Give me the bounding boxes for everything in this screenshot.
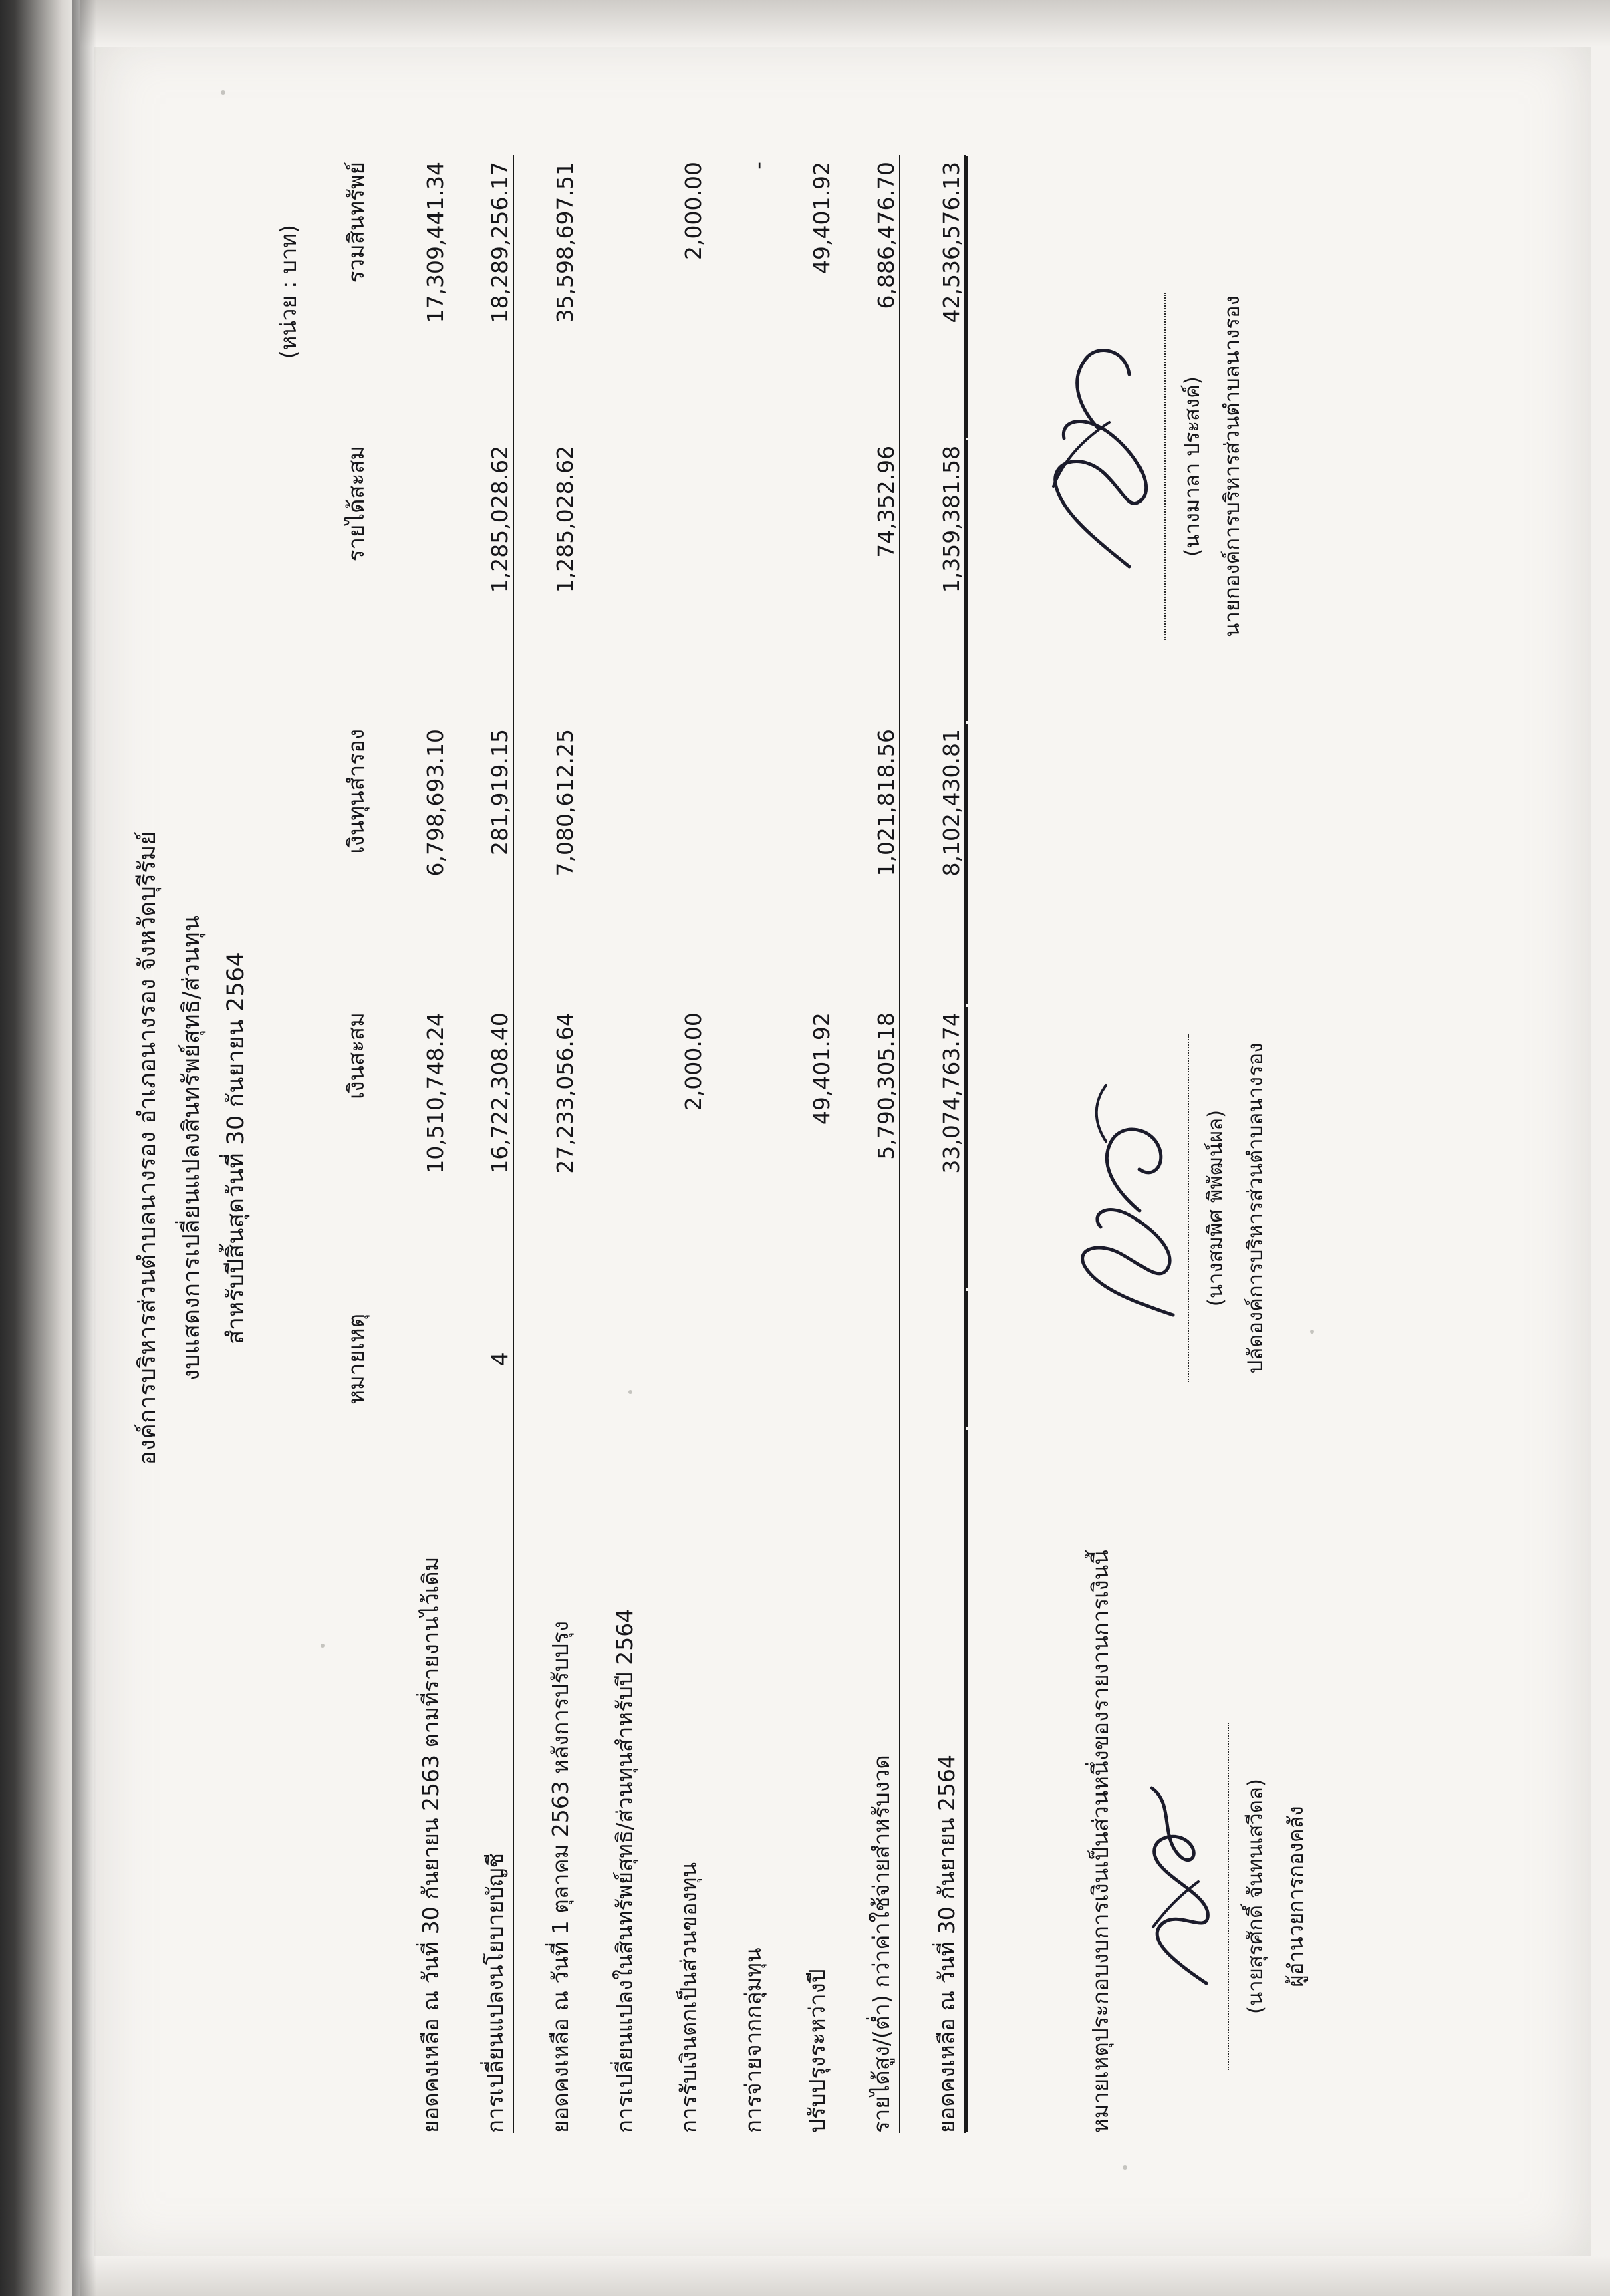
row-capital: 33,074,763.74 (900, 1006, 965, 1290)
footnote-text: หมายเหตุประกอบงบการเงินเป็นส่วนหนึ่งของรายงานการเงินนี้ (1087, 1550, 1113, 2133)
row-capital (706, 1006, 771, 1290)
row-label: ยอดคงเหลือ ณ วันที่ 30 กันยายน 2564 (900, 1429, 965, 2133)
signature-line (1226, 1723, 1229, 2070)
row-total: 35,598,697.51 (513, 155, 578, 439)
table-row (706, 155, 771, 2133)
row-other: 1,285,028.62 (513, 439, 578, 722)
row-total: 17,309,441.34 (422, 162, 448, 323)
scan-gutter-gradient (72, 0, 96, 2296)
row-reserve: 7,080,612.25 (513, 722, 578, 1006)
row-other (706, 439, 771, 722)
table-row (771, 155, 835, 2133)
row-capital: 5,790,305.18 (872, 1012, 899, 1160)
scan-speck (1310, 1330, 1314, 1334)
signature-title: นายกองค์การบริหารส่วนตำบลนางรอง (1220, 295, 1244, 637)
document-content (50, 45, 1561, 2251)
row-total (578, 155, 642, 439)
scan-speck (221, 90, 225, 95)
row-other (578, 439, 642, 722)
row-note (513, 1290, 578, 1429)
row-reserve (771, 722, 835, 1006)
row-note (771, 1290, 835, 1429)
row-note (578, 1290, 642, 1429)
signature-line (1163, 293, 1166, 640)
row-other: 1,285,028.62 (486, 445, 513, 593)
period-title: สำหรับปีสิ้นสุดวันที่ 30 กันยายน 2564 (222, 951, 249, 1345)
row-other (771, 439, 835, 722)
table-row (835, 155, 900, 2133)
row-note (384, 1290, 448, 1429)
row-label: ปรับปรุงระหว่างปี (803, 1969, 830, 2133)
signature-block-finance-director (1226, 1642, 1312, 2150)
row-total: 6,886,476.70 (872, 162, 899, 309)
row-capital (578, 1006, 642, 1290)
table-row-total (900, 155, 965, 2133)
col-header-label (319, 1429, 384, 2133)
col-header-other: รายได้สะสม (342, 445, 369, 562)
handwritten-signature-mark (1029, 319, 1163, 587)
table-header-row (319, 155, 384, 2133)
scan-speck (1123, 2165, 1127, 2170)
row-label: ยอดคงเหลือ ณ วันที่ 30 กันยายน 2563 ตามที่รายงานไว้เดิม (417, 1556, 444, 2133)
table-row (578, 155, 642, 2133)
scan-gutter (0, 0, 80, 2296)
row-other: 1,359,381.58 (900, 439, 965, 722)
scan-speck (321, 1644, 325, 1648)
signature-name: (นางมาลา ประสงค์) (1180, 376, 1204, 557)
col-header-note: หมายเหตุ (342, 1313, 369, 1405)
organization-title: องค์การบริหารส่วนตำบลนางรอง อำเภอนางรอง จังหวัดบุรีรัมย์ (134, 831, 161, 1465)
table-row (384, 155, 448, 2133)
row-capital: 16,722,308.40 (486, 1012, 513, 1174)
row-label: รายได้สูง/(ต่ำ) กว่าค่าใช้จ่ายสำหรับงวด (867, 1755, 894, 2133)
row-capital: 49,401.92 (808, 1012, 835, 1125)
row-label: การเปลี่ยนแปลงในสินทรัพย์สุทธิ/ส่วนทุนสำหรับปี 2564 (611, 1608, 638, 2133)
statement-title: งบแสดงการเปลี่ยนแปลงสินทรัพย์สุทธิ/ส่วนทุน (178, 915, 205, 1381)
table-row (642, 155, 706, 2133)
row-reserve: 6,798,693.10 (422, 729, 448, 877)
row-total: - (744, 162, 771, 170)
handwritten-signature-mark (1059, 1061, 1186, 1342)
col-header-total: รวมสินทรัพย์ (342, 162, 369, 283)
row-reserve (578, 722, 642, 1006)
row-label: การรับเงินตกเป็นส่วนของทุน (675, 1862, 702, 2133)
scan-speck (628, 1390, 632, 1394)
row-label: ยอดคงเหลือ ณ วันที่ 1 ตุลาคม 2563 หลังการปรับปรุง (513, 1429, 578, 2133)
row-total: 18,289,256.17 (486, 162, 513, 323)
row-note (835, 1290, 900, 1429)
row-reserve (642, 722, 706, 1006)
signature-block-mayor (1163, 212, 1248, 720)
scan-top-shadow (80, 0, 1610, 47)
row-note (706, 1290, 771, 1429)
row-capital: 10,510,748.24 (422, 1012, 448, 1174)
row-capital: 2,000.00 (680, 1012, 706, 1111)
row-total: 2,000.00 (680, 162, 706, 260)
row-reserve: 8,102,430.81 (900, 722, 965, 1006)
handwritten-signature-mark (1126, 1776, 1226, 1997)
row-other (384, 439, 448, 722)
scan-bottom-shadow (80, 2256, 1610, 2296)
row-other: 74,352.96 (872, 445, 899, 558)
changes-in-net-assets-table (319, 155, 966, 2133)
row-label: การเปลี่ยนแปลงนโยบายบัญชี (481, 1852, 508, 2133)
row-reserve: 281,919.15 (486, 729, 513, 855)
signature-name: (นางสมพิศ พิพัฒน์ผล) (1203, 1109, 1228, 1307)
row-capital: 27,233,056.64 (513, 1006, 578, 1290)
col-header-reserve: เงินทุนสำรอง (342, 729, 369, 854)
col-header-capital: เงินสะสม (342, 1012, 369, 1099)
row-other (642, 439, 706, 722)
table-row (448, 155, 513, 2133)
signature-name: (นายสุรศักดิ์ จันทนเสวีดล) (1243, 1779, 1268, 2014)
row-reserve (706, 722, 771, 1006)
signature-block-chief-administrator (1186, 954, 1272, 1462)
table-row (513, 155, 578, 2133)
signature-title: ปลัดองค์การบริหารส่วนตำบลนางรอง (1243, 1042, 1268, 1374)
signature-line (1186, 1034, 1189, 1382)
row-label: การจ่ายจากกลุ่มทุน (739, 1947, 766, 2133)
row-reserve: 1,021,818.56 (872, 729, 899, 877)
row-total: 42,536,576.13 (900, 155, 965, 439)
row-note (642, 1290, 706, 1429)
row-total: 49,401.92 (808, 162, 835, 274)
row-note (900, 1290, 965, 1429)
row-note: 4 (486, 1352, 513, 1367)
signature-title: ผู้อำนวยการกองคลัง (1283, 1806, 1308, 1987)
unit-label: (หน่วย : บาท) (275, 225, 301, 360)
